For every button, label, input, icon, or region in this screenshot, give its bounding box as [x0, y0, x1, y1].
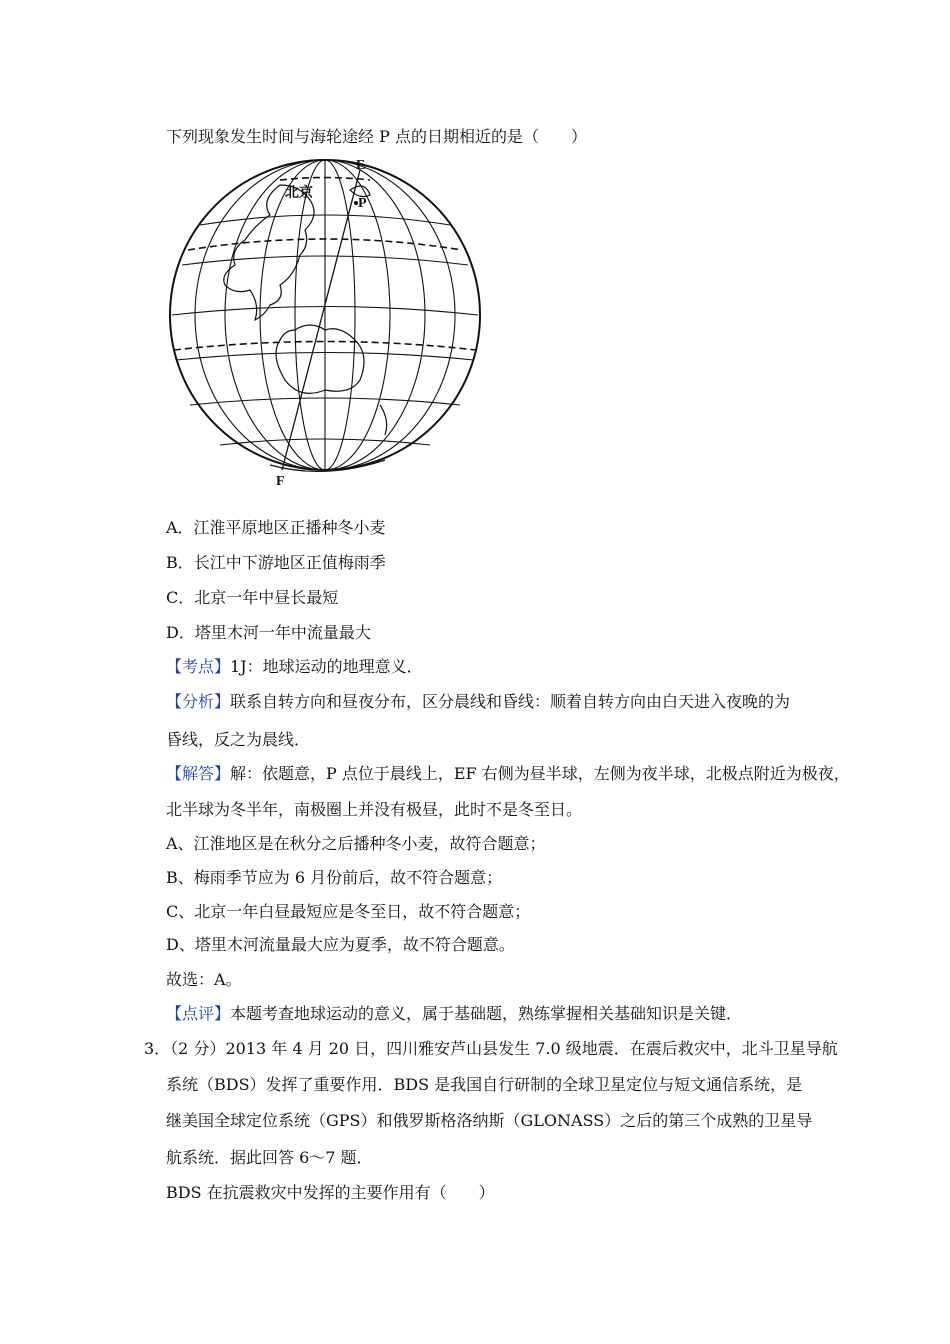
option-d: D．塔里木河一年中流量最大: [166, 623, 371, 642]
option-c: C．北京一年中昼长最短: [166, 588, 339, 607]
jieda-line2: 北半球为冬半年，南极圈上并没有极昼，此时不是冬至日。: [166, 800, 583, 819]
kaodian-tag: 【考点】: [166, 657, 231, 676]
dianping: [166, 1004, 742, 1024]
q3-line2: 系统（BDS）发挥了重要作用．BDS 是我国自行研制的全球卫星定位与短文通信系统，是: [166, 1075, 803, 1094]
jieda-item-b: B、梅雨季节应为 6 月份前后，故不符合题意；: [166, 868, 503, 887]
continents: [224, 185, 387, 471]
label-beijing: 北京: [285, 185, 313, 201]
jieda-tag: 【解答】: [166, 764, 231, 783]
fenxi-line1: 联系自转方向和昼夜分布，区分晨线和昏线：顺着自转方向由白天进入夜晚的为: [230, 692, 791, 711]
meridians: [195, 160, 455, 470]
jieda-item-a: A、江淮地区是在秋分之后播种冬小麦，故符合题意；: [166, 834, 546, 853]
kaodian-text: 1J：地球运动的地理意义．: [230, 657, 423, 676]
jieda-item-d: D、塔里木河流量最大应为夏季，故不符合题意。: [166, 935, 515, 954]
dianping-text: 本题考查地球运动的意义，属于基础题，熟练掌握相关基础知识是关键．: [230, 1004, 743, 1023]
option-b: B．长江中下游地区正值梅雨季: [166, 553, 386, 572]
jieda-answer: 故选：A。: [166, 970, 242, 989]
point-p: [354, 201, 358, 205]
dianping-tag: 【点评】: [166, 1004, 231, 1023]
jieda: [166, 764, 850, 784]
label-p: P: [358, 196, 367, 211]
q3-line4: 航系统．据此回答 6～7 题．: [166, 1148, 373, 1167]
globe-figure: [160, 155, 490, 495]
label-f: F: [276, 474, 285, 489]
fenxi-tag: 【分析】: [166, 692, 231, 711]
jieda-item-c: C、北京一年白昼最短应是冬至日，故不符合题意；: [166, 902, 531, 921]
fenxi: [166, 692, 790, 712]
question-stem: 下列现象发生时间与海轮途经 P 点的日期相近的是（ ）: [166, 127, 587, 146]
q3-line3: 继美国全球定位系统（GPS）和俄罗斯格洛纳斯（GLONASS）之后的第三个成熟的卫星导: [166, 1111, 813, 1130]
q3-line1: 3．（2 分）2013 年 4 月 20 日，四川雅安芦山县发生 7.0 级地震．在震后救灾中，北斗卫星导航: [144, 1039, 838, 1058]
option-a: A．江淮平原地区正播种冬小麦: [166, 518, 386, 537]
q3-sub: BDS 在抗震救灾中发挥的主要作用有（ ）: [166, 1183, 495, 1202]
fenxi-line2: 昏线，反之为晨线．: [166, 730, 311, 749]
kaodian: [166, 657, 423, 677]
jieda-line1: 解：依题意，P 点位于晨线上，EF 右侧为昼半球，左侧为夜半球，北极点附近为极夜，: [230, 764, 850, 783]
label-e: E: [356, 158, 366, 173]
